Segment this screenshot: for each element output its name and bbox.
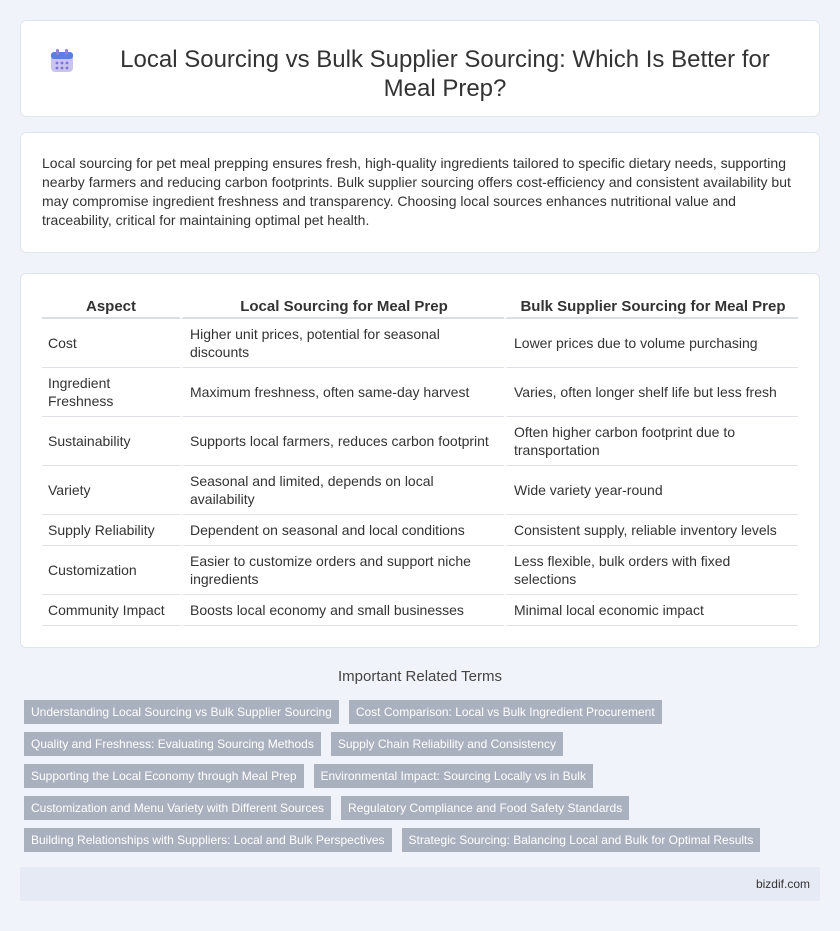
cell-local: Boosts local economy and small businesses — [180, 595, 504, 626]
cell-local: Maximum freshness, often same-day harvest — [180, 368, 504, 417]
intro-paragraph: Local sourcing for pet meal prepping ensures fresh, high-quality ingredients tailored to specific dietary needs, supporting nearby farmers and reducing carbon footprints. Bulk supplier sourcing offers cost-efficiency and consistent availability but may compromise ingredient freshness and transparency. Choosing local sources enhances nutritional value and traceability, critical for maintaining optimal pet health. — [42, 155, 791, 228]
cell-bulk: Varies, often longer shelf life but less fresh — [504, 368, 798, 417]
related-term-link[interactable]: Environmental Impact: Sourcing Locally vs in Bulk — [314, 764, 593, 788]
table-row — [42, 319, 798, 368]
table-row — [42, 368, 798, 417]
comparison-table — [42, 297, 798, 626]
cell-local: Seasonal and limited, depends on local availability — [180, 466, 504, 515]
cell-local: Supports local farmers, reduces carbon footprint — [180, 417, 504, 466]
header-local: Local Sourcing for Meal Prep — [180, 297, 504, 319]
cell-aspect: Cost — [42, 319, 180, 368]
related-term-link[interactable]: Understanding Local Sourcing vs Bulk Supplier Sourcing — [24, 700, 339, 724]
cell-bulk: Consistent supply, reliable inventory levels — [504, 515, 798, 546]
title-card — [20, 20, 820, 117]
footer-site-link[interactable]: bizdif.com — [755, 877, 810, 891]
related-term-link[interactable]: Cost Comparison: Local vs Bulk Ingredient Procurement — [349, 700, 662, 724]
cell-aspect: Customization — [42, 546, 180, 595]
cell-bulk: Often higher carbon footprint due to transportation — [504, 417, 798, 466]
table-row — [42, 515, 798, 546]
cell-local: Higher unit prices, potential for seasonal discounts — [180, 319, 504, 368]
footer — [20, 867, 820, 901]
related-term-link[interactable]: Building Relationships with Suppliers: Local and Bulk Perspectives — [24, 828, 392, 852]
table-header-row — [42, 297, 798, 319]
cell-bulk: Minimal local economic impact — [504, 595, 798, 626]
header-aspect: Aspect — [42, 297, 180, 319]
cell-bulk: Less flexible, bulk orders with fixed selections — [504, 546, 798, 595]
comparison-card — [20, 273, 820, 648]
related-term-link[interactable]: Regulatory Compliance and Food Safety Standards — [341, 796, 629, 820]
cell-aspect: Sustainability — [42, 417, 180, 466]
table-row — [42, 595, 798, 626]
table-row — [42, 546, 798, 595]
cell-local: Dependent on seasonal and local conditions — [180, 515, 504, 546]
cell-aspect: Variety — [42, 466, 180, 515]
related-term-link[interactable]: Quality and Freshness: Evaluating Sourcing Methods — [24, 732, 321, 756]
table-row — [42, 466, 798, 515]
header-bulk: Bulk Supplier Sourcing for Meal Prep — [504, 297, 798, 319]
cell-aspect: Supply Reliability — [42, 515, 180, 546]
cell-bulk: Lower prices due to volume purchasing — [504, 319, 798, 368]
related-term-link[interactable]: Strategic Sourcing: Balancing Local and Bulk for Optimal Results — [402, 828, 761, 852]
table-row — [42, 417, 798, 466]
related-terms-title: Important Related Terms — [338, 668, 502, 685]
cell-bulk: Wide variety year-round — [504, 466, 798, 515]
cell-local: Easier to customize orders and support niche ingredients — [180, 546, 504, 595]
cell-aspect: Community Impact — [42, 595, 180, 626]
related-term-link[interactable]: Supply Chain Reliability and Consistency — [331, 732, 563, 756]
page-title: Local Sourcing vs Bulk Supplier Sourcing: Which Is Better for Meal Prep? — [120, 46, 770, 102]
intro-card — [20, 132, 820, 253]
related-term-link[interactable]: Customization and Menu Variety with Different Sources — [24, 796, 331, 820]
related-terms-list — [24, 700, 824, 860]
related-term-link[interactable]: Supporting the Local Economy through Meal Prep — [24, 764, 304, 788]
cell-aspect: Ingredient Freshness — [42, 368, 180, 417]
